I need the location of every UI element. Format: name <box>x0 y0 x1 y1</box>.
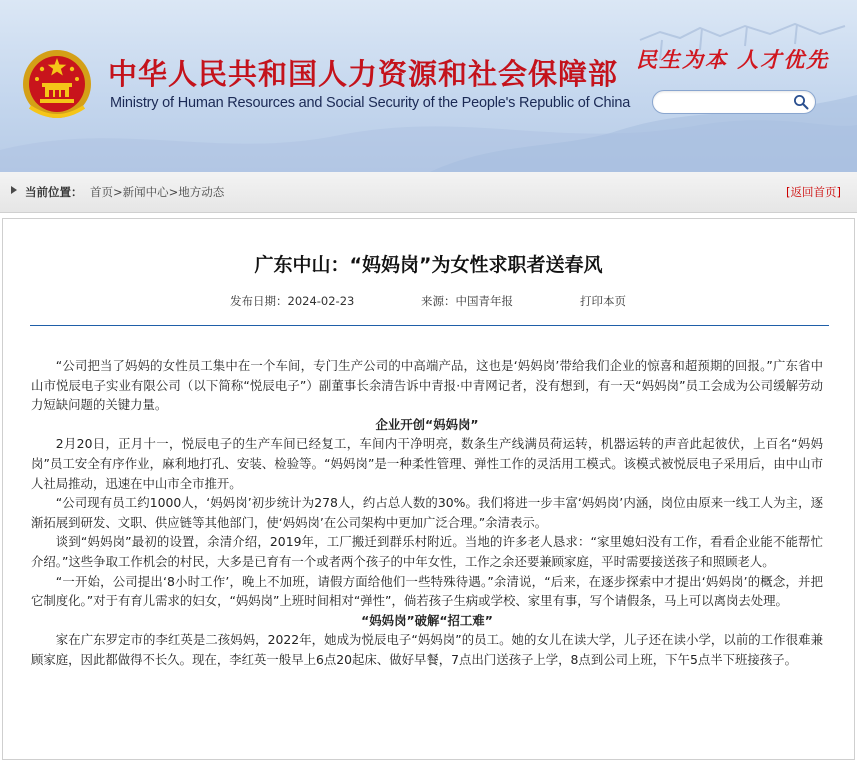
publish-date: 发布日期：2024-02-23 <box>230 294 355 308</box>
breadcrumb-news-link[interactable]: 新闻中心 <box>122 185 169 199</box>
search-icon[interactable] <box>793 94 809 110</box>
breadcrumb-path <box>90 184 224 200</box>
article-paragraph: “公司把当了妈妈的女性员工集中在一个车间，专门生产公司的中高端产品，这也是‘妈妈岗’带给我们企业的惊喜和超预期的回报。”广东省中山市悦辰电子实业有限公司（以下简称“悦辰电子”）副董事长余清告诉中青报·中青网记者，没有想到，有一天“妈妈岗”员工会成为公司缓解劳动力短缺问题的关键力量。 <box>31 358 823 413</box>
section-heading: 企业开创“妈妈岗” <box>375 416 479 432</box>
search-input[interactable] <box>661 93 795 113</box>
triangle-right-icon <box>11 186 17 194</box>
article-title: 广东中山：“妈妈岗”为女性求职者送春风 <box>254 254 603 276</box>
ministry-title-en: Ministry of Human Resources and Social Security of the People's Republic of China <box>110 95 631 111</box>
breadcrumb-separator: > <box>168 185 179 199</box>
breadcrumb <box>0 172 857 213</box>
article-paragraph: “一开始，公司提出‘8小时工作’，晚上不加班，请假方面给他们一些特殊待遇。”余清说，“后来，在逐步探索中才提出‘妈妈岗’的概念，并把它制度化。”对于有育儿需求的妇女，“妈妈岗”上班时间相对“弹性”，倘若孩子生病或学校、家里有事，写个请假条，马上可以离岗去处理。 <box>31 573 823 609</box>
header-banner <box>0 0 857 172</box>
article-frame <box>2 218 855 760</box>
breadcrumb-home-link[interactable]: 首页 <box>90 185 113 199</box>
article-paragraph: 2月20日，正月十一，悦辰电子的生产车间已经复工，车间内干净明亮，数条生产线满员荷运转，机器运转的声音此起彼伏，上百名“妈妈岗”员工安全有序作业，麻利地打孔、安装、检验等。“妈妈岗”是一种柔性管理、弹性工作的灵活用工模式。该模式被悦辰电子采用后，由中山市人社局推动，迅速在中山市全市推开。 <box>31 436 823 491</box>
breadcrumb-label: 当前位置： <box>25 185 83 199</box>
section-heading: “妈妈岗”破解“招工难” <box>361 612 493 628</box>
breadcrumb-local-link[interactable]: 地方动态 <box>178 185 225 199</box>
ministry-title-cn: 中华人民共和国人力资源和社会保障部 <box>108 57 619 91</box>
article-source: 来源：中国青年报 <box>421 294 513 308</box>
article-paragraph: 谈到“妈妈岗”最初的设置，余清介绍，2019年，工厂搬迁到群乐村附近。当地的许多老人恳求：“家里媳妇没有工作，看看企业能不能帮忙介绍。”这些争取工作机会的村民，大多是已育有一个或者两个孩子的中年女性，工作之余还要兼顾家庭，平时需要接送孩子和照顾老人。 <box>31 534 823 569</box>
search-box <box>652 90 816 114</box>
national-emblem-icon[interactable] <box>20 47 94 123</box>
slogan: 民生为本 人才优先 <box>636 47 830 72</box>
back-home-link[interactable]: [返回首页] <box>786 185 841 199</box>
breadcrumb-separator: > <box>113 185 123 199</box>
print-link[interactable]: 打印本页 <box>580 294 626 308</box>
article-paragraph: 家在广东罗定市的李红英是二孩妈妈，2022年，她成为悦辰电子“妈妈岗”的员工。她的女儿在读大学，儿子还在读小学，以前的工作很难兼顾家庭，因此都做得不长久。现在，李红英一般早上6点20起床、做好早餐，7点出门送孩子上学，8点到公司上班，下午5点半下班接孩子。 <box>31 632 823 667</box>
article-paragraph: “公司现有员工约1000人，‘妈妈岗’初步统计为278人，约占总人数的30%。我们将进一步丰富‘妈妈岗’内涵，岗位由原来一线工人为主，逐渐拓展到研发、文职、供应链等其他部门，使‘妈妈岗’在公司架构中更加广泛合理。”余清表示。 <box>31 495 823 530</box>
article-body <box>31 356 823 670</box>
title-divider <box>30 325 829 326</box>
